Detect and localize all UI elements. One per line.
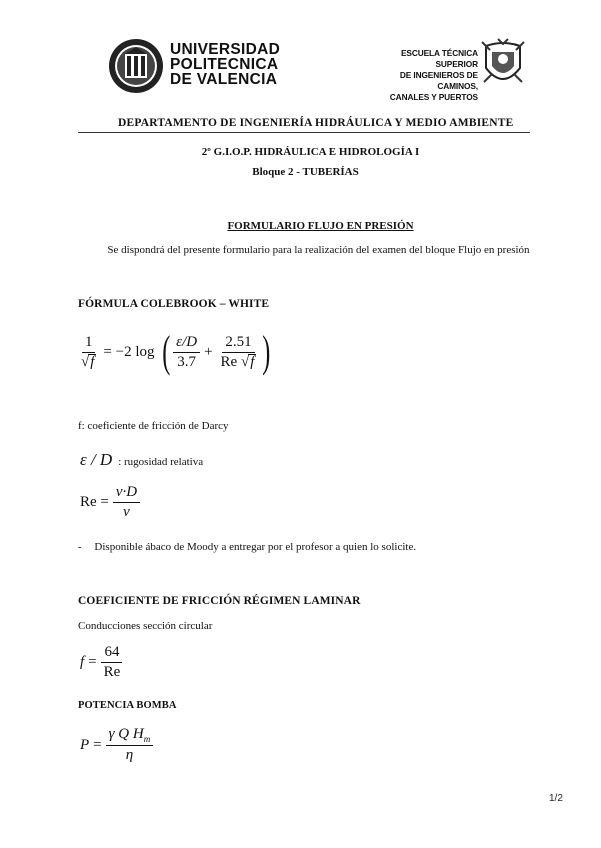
colebrook-heading: FÓRMULA COLEBROOK – WHITE bbox=[78, 298, 270, 310]
school-line: DE INGENIEROS DE CAMINOS, bbox=[399, 70, 478, 91]
university-seal-icon bbox=[108, 38, 164, 94]
intro-text: Se dispondrá del presente formulario para la realización del examen del bloque Flujo en presión bbox=[107, 244, 530, 256]
header-divider bbox=[78, 132, 530, 133]
university-line: UNIVERSIDAD bbox=[170, 41, 281, 58]
university-line: DE VALENCIA bbox=[170, 71, 278, 88]
reynolds-formula: Re = $\frac{v\cdot D}{\nu}$ bbox=[80, 484, 140, 521]
block-title: Bloque 2 - TUBERÍAS bbox=[252, 166, 359, 178]
school-line: CANALES Y PUERTOS bbox=[389, 92, 478, 102]
school-line: ESCUELA TÉCNICA SUPERIOR bbox=[400, 48, 478, 69]
pump-formula: P = $\frac{\gamma Q H_m}{\eta}$ bbox=[80, 726, 153, 764]
roughness-symbol: ε / D bbox=[80, 450, 113, 469]
document-title: FORMULARIO FLUJO EN PRESIÓN bbox=[227, 220, 414, 232]
friction-description: f: coeficiente de fricción de Darcy bbox=[78, 420, 229, 432]
colebrook-formula: 1 √ f = −2 log ( $\frac{\varepsilon/D}{3.7}$ + 2.51 Re √ f ) bbox=[78, 322, 274, 382]
formula-reynolds-term: 2.51 Re √ f bbox=[220, 333, 255, 370]
university-name bbox=[170, 42, 280, 87]
laminar-formula: f = $\frac{64}{Re}$ bbox=[80, 644, 123, 681]
pump-heading: POTENCIA BOMBA bbox=[78, 700, 177, 711]
roughness-description: : rugosidad relativa bbox=[118, 456, 204, 468]
page-number: 1/2 bbox=[549, 793, 563, 804]
department-name: DEPARTAMENTO DE INGENIERÍA HIDRÁULICA Y MEDIO AMBIENTE bbox=[118, 117, 514, 129]
roughness-row bbox=[80, 450, 203, 470]
university-line: POLITECNICA bbox=[170, 56, 279, 73]
laminar-subtitle: Conducciones sección circular bbox=[78, 620, 213, 632]
laminar-heading: COEFICIENTE DE FRICCIÓN RÉGIMEN LAMINAR bbox=[78, 595, 361, 607]
school-name bbox=[366, 48, 478, 103]
formula-roughness-term: $\frac{\varepsilon/D}{3.7}$ bbox=[173, 334, 200, 371]
course-title: 2º G.I.O.P. HIDRÁULICA E HIDROLOGÍA I bbox=[201, 146, 420, 158]
formula-lhs: 1 √ f bbox=[81, 333, 95, 370]
bullet-dash: - bbox=[78, 541, 82, 553]
moody-note bbox=[78, 541, 416, 553]
moody-note-text: Disponible ábaco de Moody a entregar por el profesor a quien lo solicite. bbox=[94, 541, 417, 553]
school-emblem-icon bbox=[480, 38, 526, 90]
